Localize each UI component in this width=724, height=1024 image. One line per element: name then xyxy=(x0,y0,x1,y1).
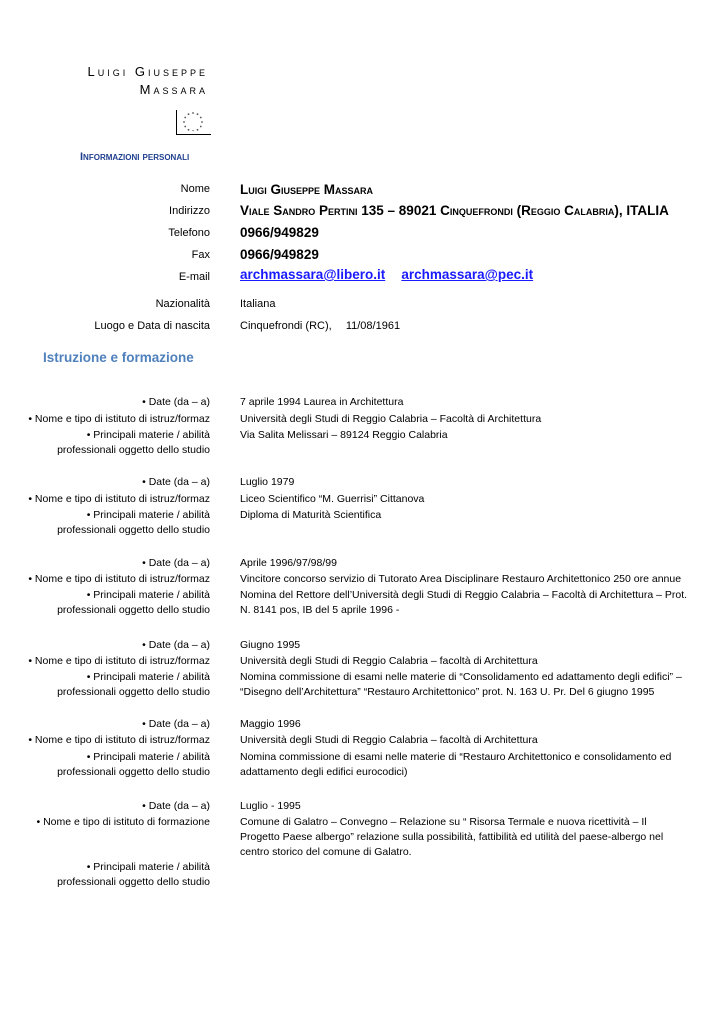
entry5-label-materie-2: professionali oggetto dello studio xyxy=(57,766,210,778)
entry5-label-istituto: • Nome e tipo di istituto di istruz/formaz xyxy=(28,734,210,746)
value-indirizzo: Viale Sandro Pertini 135 – 89021 Cinquefrondi (Reggio Calabria), ITALIA xyxy=(240,203,669,218)
label-nazionalita: Nazionalità xyxy=(155,298,210,310)
entry2-label-materie-2: professionali oggetto dello studio xyxy=(57,524,210,536)
entry3-label-materie-2: professionali oggetto dello studio xyxy=(57,604,210,616)
entry1-label-materie-2: professionali oggetto dello studio xyxy=(57,444,210,456)
entry1-label-materie-1: • Principali materie / abilità xyxy=(86,429,210,441)
entry1-materie: Via Salita Melissari – 89124 Reggio Calabria xyxy=(240,429,448,441)
entry1-istituto: Università degli Studi di Reggio Calabria – Facoltà di Architettura xyxy=(240,413,542,425)
value-nazionalita: Italiana xyxy=(240,298,276,310)
value-fax: 0966/949829 xyxy=(240,247,319,262)
entry6-istituto-line1: Comune di Galatro – Convegno – Relazione su “ Risorsa Termale e nuova ricettività – Il xyxy=(240,816,647,828)
entry3-label-istituto: • Nome e tipo di istituto di istruz/formaz xyxy=(28,573,210,585)
entry6-date: Luglio - 1995 xyxy=(240,800,301,812)
entry1-date: 7 aprile 1994 Laurea in Architettura xyxy=(240,396,404,408)
value-nome: Luigi Giuseppe Massara xyxy=(240,182,374,197)
entry6-label-materie-1: • Principali materie / abilità xyxy=(86,861,210,873)
entry6-label-date: • Date (da – a) xyxy=(142,800,210,812)
entry4-date: Giugno 1995 xyxy=(240,639,301,651)
entry2-date: Luglio 1979 xyxy=(240,476,295,488)
email-links xyxy=(240,268,533,283)
entry2-materie: Diploma di Maturità Scientifica xyxy=(240,509,382,521)
value-telefono: 0966/949829 xyxy=(240,225,319,240)
entry4-label-date: • Date (da – a) xyxy=(142,639,210,651)
entry4-label-istituto: • Nome e tipo di istituto di istruz/formaz xyxy=(28,655,210,667)
entry4-materie-line1: Nomina commissione di esami nelle materie di “Consolidamento ed adattamento degli edifici” – xyxy=(240,671,682,683)
cv-middle-name: Giuseppe xyxy=(134,64,208,79)
entry1-label-date: • Date (da – a) xyxy=(142,396,210,408)
entry5-materie-line2: adattamento degli edifici eurocodici) xyxy=(240,766,408,778)
entry5-label-date: • Date (da – a) xyxy=(142,718,210,730)
cv-name-line1 xyxy=(88,64,209,79)
label-fax: Fax xyxy=(191,249,210,261)
entry3-label-materie-1: • Principali materie / abilità xyxy=(86,589,210,601)
cv-first-name: Luigi xyxy=(87,64,129,79)
entry2-istituto: Liceo Scientifico “M. Guerrisi” Cittanova xyxy=(240,493,425,505)
personal-info-heading: Informazioni personali xyxy=(80,151,190,163)
entry3-date: Aprile 1996/97/98/99 xyxy=(240,557,337,569)
entry3-label-date: • Date (da – a) xyxy=(142,557,210,569)
entry4-label-materie-2: professionali oggetto dello studio xyxy=(57,686,210,698)
entry4-label-materie-1: • Principali materie / abilità xyxy=(86,671,210,683)
label-telefono: Telefono xyxy=(168,227,210,239)
eu-stars-logo-icon xyxy=(176,110,211,135)
entry6-label-materie-2: professionali oggetto dello studio xyxy=(57,876,210,888)
entry6-label-istituto: • Nome e tipo di istituto di formazione xyxy=(36,816,210,828)
label-email: E-mail xyxy=(178,271,210,283)
label-nome: Nome xyxy=(180,183,210,195)
entry3-materie-line2: N. 8141 pos, IB del 5 aprile 1996 - xyxy=(240,604,400,616)
entry4-materie-line2: “Disegno dell’Architettura” “Restauro Architettonico” prot. N. 163 U. Pr. Del 6 giugno 1995 xyxy=(240,686,655,698)
email-link-libero[interactable]: archmassara@libero.it xyxy=(240,267,386,282)
entry5-istituto: Università degli Studi di Reggio Calabria – facoltà di Architettura xyxy=(240,734,538,746)
entry6-istituto-line2: Progetto Paese albergo” relazione sulla possibilità, fattibilità ed utilità del paese-albergo nel xyxy=(240,831,664,843)
label-indirizzo: Indirizzo xyxy=(169,205,210,217)
entry6-istituto-line3: centro storico del comune di Galatro. xyxy=(240,846,412,858)
label-luogo-data: Luogo e Data di nascita xyxy=(94,320,210,332)
entry2-label-materie-1: • Principali materie / abilità xyxy=(86,509,210,521)
email-link-pec[interactable]: archmassara@pec.it xyxy=(401,267,534,282)
value-luogo-data xyxy=(240,319,400,333)
cv-name-line2: Massara xyxy=(139,82,208,97)
entry5-label-materie-1: • Principali materie / abilità xyxy=(86,751,210,763)
entry5-materie-line1: Nomina commissione di esami nelle materie di “Restauro Architettonico e consolidamento ed xyxy=(240,751,672,763)
value-data-nascita: 11/08/1961 xyxy=(345,320,401,332)
entry1-label-istituto: • Nome e tipo di istituto di istruz/formaz xyxy=(28,413,210,425)
entry3-materie-line1: Nomina del Rettore dell’Università degli Studi di Reggio Calabria – Facoltà di Architettura – Prot. xyxy=(240,589,688,601)
value-luogo: Cinquefrondi (RC), xyxy=(240,320,332,332)
education-heading: Istruzione e formazione xyxy=(43,350,194,365)
entry3-istituto: Vincitore concorso servizio di Tutorato Area Disciplinare Restauro Architettonico 250 ore annue xyxy=(240,573,682,585)
entry5-date: Maggio 1996 xyxy=(240,718,301,730)
entry4-istituto: Università degli Studi di Reggio Calabria – facoltà di Architettura xyxy=(240,655,538,667)
entry2-label-istituto: • Nome e tipo di istituto di istruz/formaz xyxy=(28,493,210,505)
entry2-label-date: • Date (da – a) xyxy=(142,476,210,488)
